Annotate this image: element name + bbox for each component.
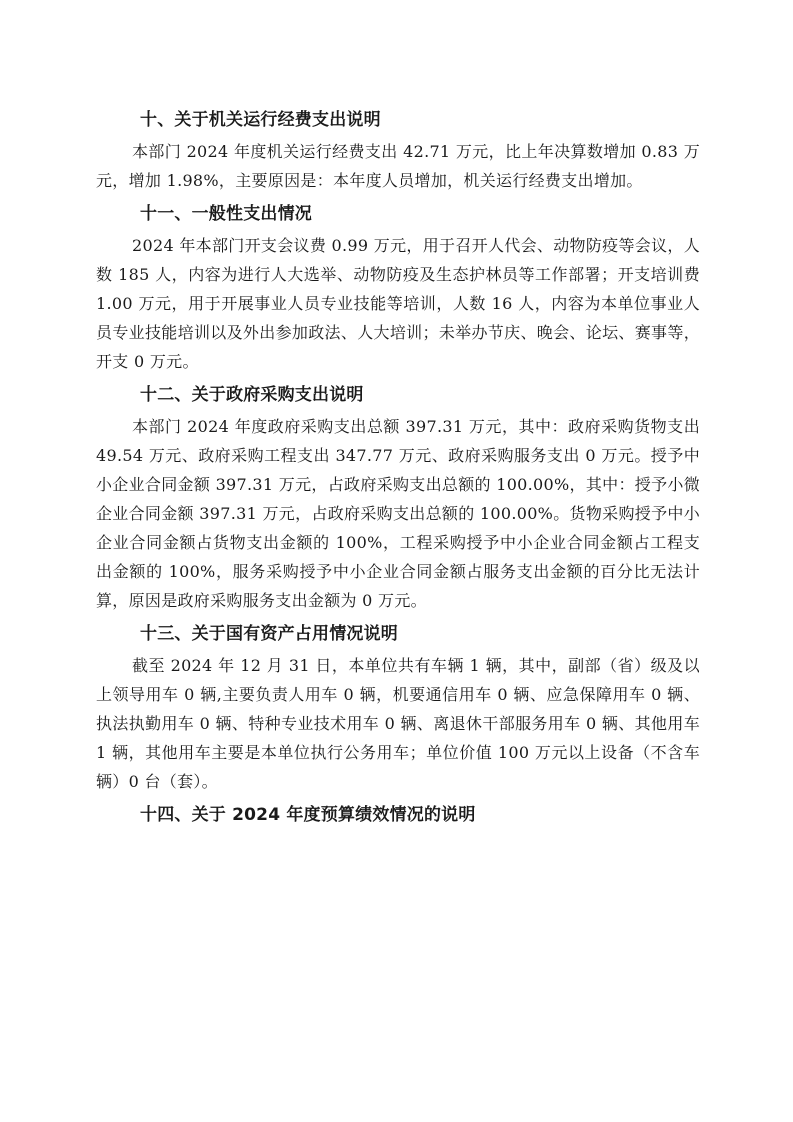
section-paragraph: 截至 2024 年 12 月 31 日，本单位共有车辆 1 辆，其中，副部（省）级及以上领导用车 0 辆,主要负责人用车 0 辆，机要通信用车 0 辆、应急保障用车 0 辆、执法执勤用车 0 辆、特种专业技术用车 0 辆、离退休干部服务用车 0 辆、其他用车 1 辆，其他用车主要是本单位执行公务用车；单位价值 100 万元以上设备（不含车辆）0 台（套）。 bbox=[96, 656, 700, 791]
section-procurement bbox=[96, 380, 700, 615]
section-paragraph: 本部门 2024 年度政府采购支出总额 397.31 万元，其中：政府采购货物支出 49.54 万元、政府采购工程支出 347.77 万元、政府采购服务支出 0 万元。授予中小企业合同金额 397.31 万元，占政府采购支出总额的 100.00%，其中：授予小微企业合同金额 397.31 万元，占政府采购支出总额的 100.00%。货物采购授予中小企业合同金额占货物支出金额的 100%，工程采购授予中小企业合同金额占工程支出金额的 100%，服务采购授予中小企业合同金额占服务支出金额的百分比无法计算，原因是政府采购服务支出金额为 0 万元。 bbox=[96, 417, 700, 610]
section-heading: 十、关于机关运行经费支出说明 bbox=[140, 110, 381, 130]
section-heading: 十三、关于国有资产占用情况说明 bbox=[140, 624, 398, 644]
section-general-expenses bbox=[96, 199, 700, 376]
section-paragraph: 2024 年本部门开支会议费 0.99 万元，用于召开人代会、动物防疫等会议，人数 185 人，内容为进行人大选举、动物防疫及生态护林员等工作部署；开支培训费 1.00 万元，用于开展事业人员专业技能等培训，人数 16 人，内容为本单位事业人员专业技能培训以及外出参加政法、人大培训；未举办节庆、晚会、论坛、赛事等，开支 0 万元。 bbox=[96, 236, 700, 371]
section-operating-expenses bbox=[96, 105, 700, 195]
section-heading: 十一、一般性支出情况 bbox=[140, 204, 312, 224]
section-paragraph: 本部门 2024 年度机关运行经费支出 42.71 万元，比上年决算数增加 0.83 万元，增加 1.98%，主要原因是：本年度人员增加，机关运行经费支出增加。 bbox=[96, 142, 700, 190]
section-performance bbox=[96, 800, 700, 830]
section-heading: 十二、关于政府采购支出说明 bbox=[140, 385, 364, 405]
document-body bbox=[96, 105, 700, 834]
section-heading: 十四、关于 2024 年度预算绩效情况的说明 bbox=[140, 805, 476, 825]
section-state-assets bbox=[96, 619, 700, 796]
